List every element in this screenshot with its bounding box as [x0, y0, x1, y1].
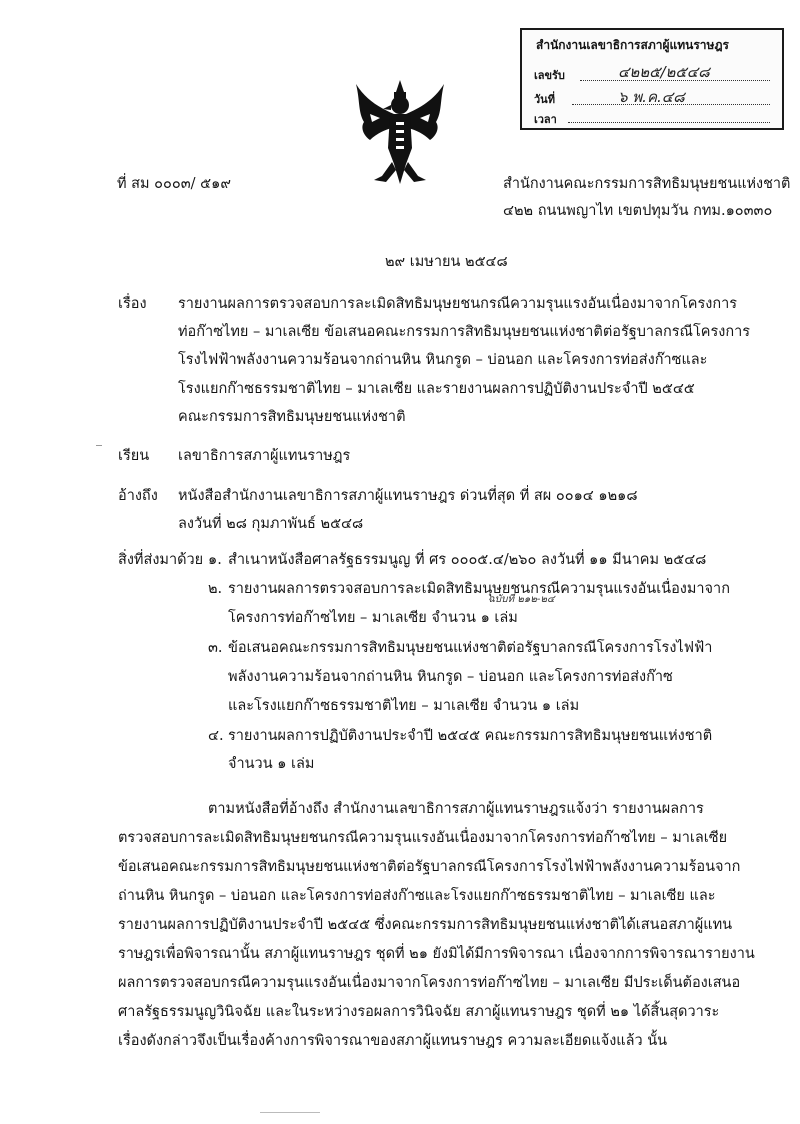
- enclosure-line: โครงการท่อก๊าซไทย – มาเลเซีย จำนวน ๑ เล่ม: [228, 610, 518, 626]
- enclosure-line: และโรงแยกก๊าซธรรมชาติไทย – มาเลเซีย จำนวน ๑ เล่ม: [228, 698, 580, 714]
- enclosure-number: ๑.: [208, 552, 222, 568]
- body-line: ข้อเสนอคณะกรรมการสิทธิมนุษยชนแห่งชาติต่อรัฐบาลกรณีโครงการโรงไฟฟ้าพลังงานความร้อนจาก: [118, 859, 741, 875]
- enclosure-line: ข้อเสนอคณะกรรมการสิทธิมนุษยชนแห่งชาติต่อรัฐบาลกรณีโครงการโรงไฟฟ้า: [228, 640, 713, 656]
- body-line: ตามหนังสือที่อ้างถึง สำนักงานเลขาธิการสภาผู้แทนราษฎรแจ้งว่า รายงานผลการ: [208, 801, 704, 817]
- letter-date: ๒๙ เมษายน ๒๕๔๘: [385, 254, 508, 270]
- organization-address: ๔๒๒ ถนนพญาไท เขตปทุมวัน กทม.๑๐๓๓๐: [503, 203, 773, 219]
- enclosure-line: รายงานผลการปฏิบัติงานประจำปี ๒๕๔๕ คณะกรรมการสิทธิมนุษยชนแห่งชาติ: [228, 728, 713, 744]
- organization-name: สำนักงานคณะกรรมการสิทธิมนุษยชนแห่งชาติ: [503, 176, 791, 192]
- stamp-date-label: วันที่: [534, 93, 555, 106]
- stamp-date-value: ๖ พ.ค.๔๘: [618, 88, 685, 106]
- subject-line: รายงานผลการตรวจสอบการละเมิดสิทธิมนุษยชนกรณีความรุนแรงอันเนื่องมาจากโครงการ: [178, 296, 738, 312]
- reference-line: ลงวันที่ ๒๘ กุมภาพันธ์ ๒๕๔๘: [178, 516, 364, 532]
- stamp-receive-no-label: เลขรับ: [534, 69, 565, 82]
- subject-line: โรงไฟฟ้าพลังงานความร้อนจากถ่านหิน หินกรูด – บ่อนอก และโครงการท่อส่งก๊าซและ: [178, 352, 708, 368]
- enclosure-number: ๓.: [208, 640, 223, 656]
- body-line: ผลการตรวจสอบกรณีความรุนแรงอันเนื่องมาจากโครงการท่อก๊าซไทย – มาเลเซีย มีประเด็นต้องเสนอ: [118, 975, 741, 991]
- scan-mark: [260, 1112, 320, 1113]
- subject-label: เรื่อง: [118, 296, 147, 312]
- reference-number: ที่ สม ๐๐๐๓/ ๕๑๙: [117, 176, 231, 192]
- reference-line: หนังสือสำนักงานเลขาธิการสภาผู้แทนราษฎร ด่วนที่สุด ที่ สผ ๐๐๑๔ ๑๒๑๘: [178, 488, 638, 504]
- scan-mark: [96, 445, 102, 446]
- body-line: ราษฎรเพื่อพิจารณานั้น สภาผู้แทนราษฎร ชุดที่ ๒๑ ยังมิได้มีการพิจารณา เนื่องจากการพิจารณารายงาน: [118, 946, 755, 962]
- stamp-office-label: สำนักงานเลขาธิการสภาผู้แทนราษฎร: [536, 38, 729, 52]
- enclosures-label: สิ่งที่ส่งมาด้วย: [118, 552, 204, 568]
- body-line: เรื่องดังกล่าวจึงเป็นเรื่องค้างการพิจารณาของสภาผู้แทนราษฎร ความละเอียดแจ้งแล้ว นั้น: [118, 1033, 668, 1049]
- enclosure-line: รายงานผลการตรวจสอบการละเมิดสิทธิมนุษยชนกรณีความรุนแรงอันเนื่องมาจาก: [228, 581, 730, 597]
- stamp-receive-no-value: ๔๒๒๕/๒๕๔๘: [618, 63, 710, 81]
- salutation-label: เรียน: [118, 448, 150, 464]
- enclosure-line: สำเนาหนังสือศาลรัฐธรรมนูญ ที่ ศร ๐๐๐๕.๔/๒๖๐ ลงวันที่ ๑๑ มีนาคม ๒๕๔๘: [228, 552, 707, 568]
- garuda-emblem-icon: [350, 78, 450, 186]
- subject-line: ท่อก๊าซไทย – มาเลเซีย ข้อเสนอคณะกรรมการสิทธิมนุษยชนแห่งชาติต่อรัฐบาลกรณีโครงการ: [178, 324, 751, 340]
- stamp-time-label: เวลา: [534, 113, 557, 126]
- enclosure-line: พลังงานความร้อนจากถ่านหิน หินกรูด – บ่อนอก และโครงการท่อส่งก๊าซ: [228, 669, 673, 685]
- salutation-text: เลขาธิการสภาผู้แทนราษฎร: [178, 448, 351, 464]
- handwritten-note: ฉบับที่ ๒๑๒-๒๔: [488, 594, 555, 605]
- body-line: ตรวจสอบการละเมิดสิทธิมนุษยชนกรณีความรุนแรงอันเนื่องมาจากโครงการท่อก๊าซไทย – มาเลเซีย: [118, 830, 728, 846]
- body-line: รายงานผลการปฏิบัติงานประจำปี ๒๕๔๕ ซึ่งคณะกรรมการสิทธิมนุษยชนแห่งชาติได้เสนอสภาผู้แทน: [118, 917, 733, 933]
- body-line: ถ่านหิน หินกรูด – บ่อนอก และโครงการท่อส่งก๊าซและโรงแยกก๊าซธรรมชาติไทย – มาเลเซีย และ: [118, 888, 716, 904]
- subject-line: คณะกรรมการสิทธิมนุษยชนแห่งชาติ: [178, 409, 406, 425]
- reference-label: อ้างถึง: [118, 488, 158, 504]
- enclosure-number: ๔.: [208, 728, 224, 744]
- body-line: ศาลรัฐธรรมนูญวินิจฉัย และในระหว่างรอผลการวินิจฉัย สภาผู้แทนราษฎร ชุดที่ ๒๑ ได้สิ้นสุดวาระ: [118, 1004, 720, 1020]
- enclosure-number: ๒.: [208, 581, 223, 597]
- subject-line: โรงแยกก๊าซธรรมชาติไทย – มาเลเซีย และรายงานผลการปฏิบัติงานประจำปี ๒๕๔๕: [178, 381, 695, 397]
- receipt-stamp: [520, 28, 784, 130]
- enclosure-line: จำนวน ๑ เล่ม: [228, 756, 315, 772]
